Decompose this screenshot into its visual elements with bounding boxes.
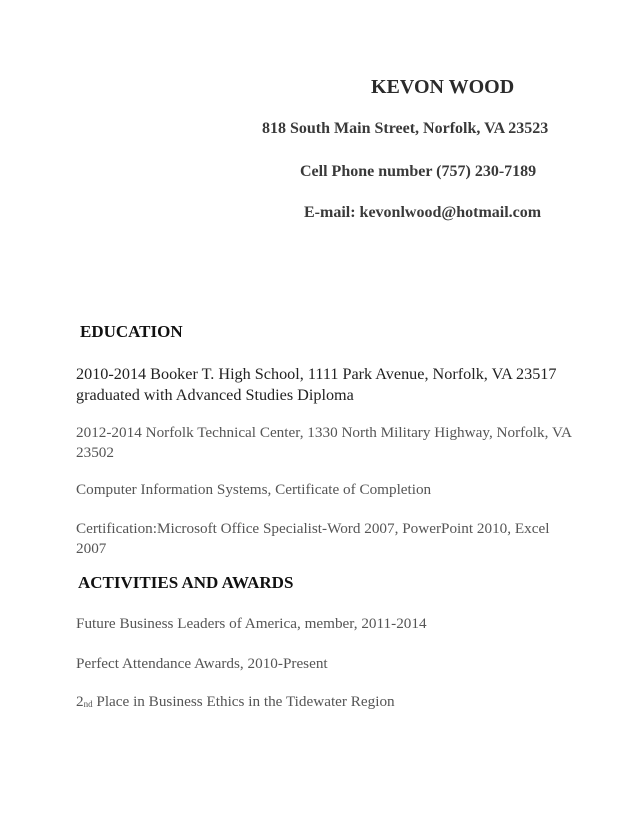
award-place-number: 2: [76, 693, 84, 710]
phone-line: Cell Phone number (757) 230-7189: [300, 163, 537, 180]
address-line: 818 South Main Street, Norfolk, VA 23523: [262, 120, 549, 137]
award-text: Place in Business Ethics in the Tidewater Region: [92, 693, 395, 710]
award-place-suffix: nd: [83, 699, 93, 709]
email-line: E-mail: kevonlwood@hotmail.com: [304, 204, 542, 221]
education-heading: EDUCATION: [80, 322, 183, 341]
education-entry-certificate: Computer Information Systems, Certificate of Completion: [76, 481, 432, 498]
activity-entry-business-ethics: [76, 692, 576, 712]
education-entry-technical-center: 2012-2014 Norfolk Technical Center, 1330 North Military Highway, Norfolk, VA 23502: [76, 424, 572, 461]
education-entry-high-school: 2010-2014 Booker T. High School, 1111 Park Avenue, Norfolk, VA 23517 graduated with Advanced Studies Diploma: [76, 365, 557, 404]
activities-heading: ACTIVITIES AND AWARDS: [78, 573, 294, 592]
activity-entry-fbla: Future Business Leaders of America, member, 2011-2014: [76, 615, 427, 632]
resume-name: KEVON WOOD: [371, 76, 515, 98]
activity-entry-attendance: Perfect Attendance Awards, 2010-Present: [76, 655, 328, 672]
education-entry-certification: Certification:Microsoft Office Specialist-Word 2007, PowerPoint 2010, Excel 2007: [76, 520, 550, 557]
